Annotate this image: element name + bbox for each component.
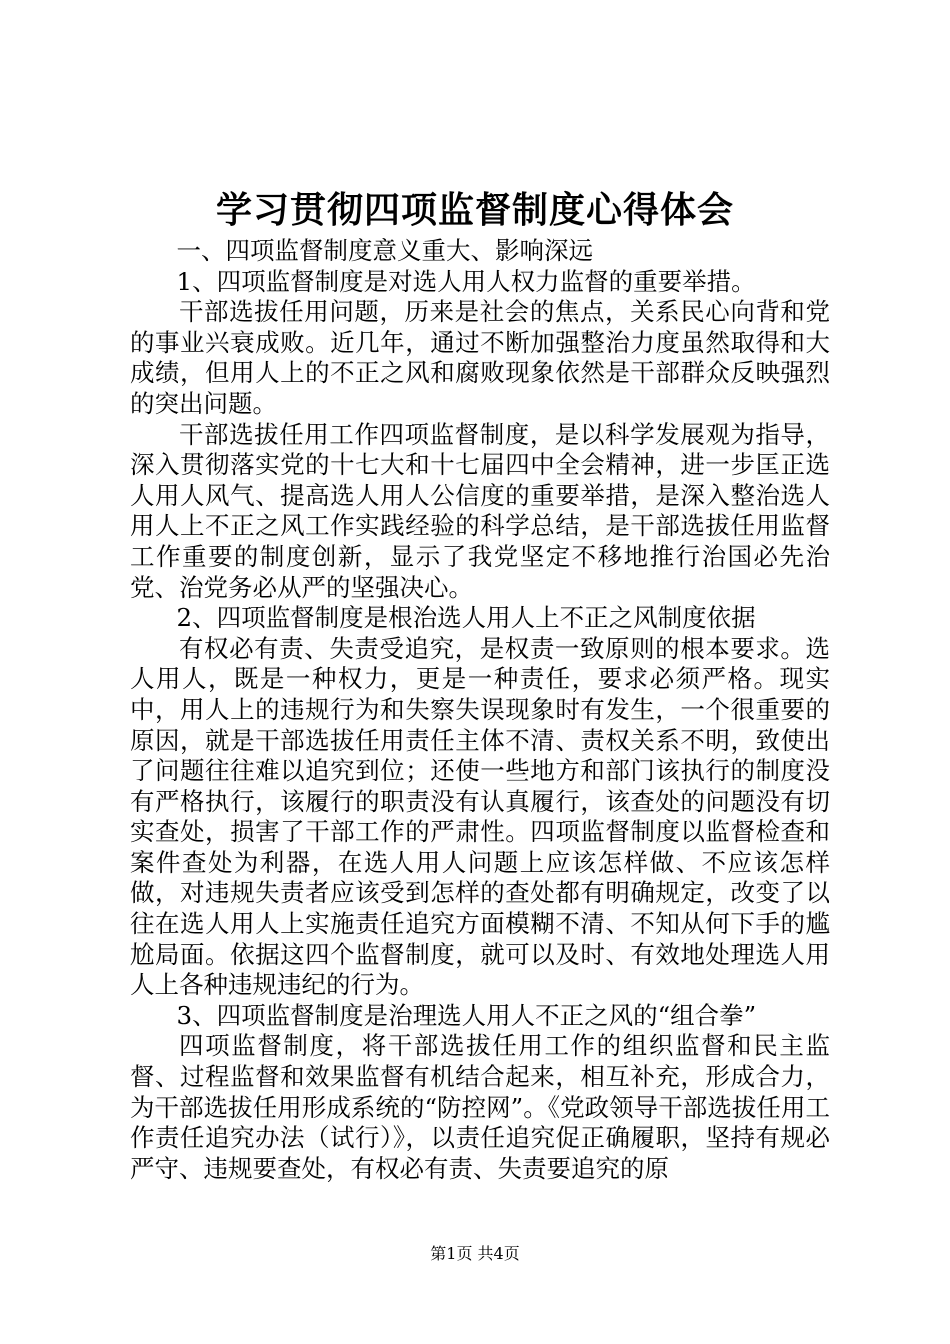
section-heading: 一、四项监督制度意义重大、影响深远 [176,236,594,265]
body-paragraph: 有权必有责、失责受追究，是权责一致原则的根本要求。选人用人，既是一种权力，更是一种责任，要求必须严格。现实中，用人上的违规行为和失察失误现象时有发生，一个很重要的原因，就是干部选拔任用责任主体不清、责权关系不明，致使出了问题往往难以追究到位；还使一些地方和部门该执行的制度没有严格执行，该履行的职责没有认真履行，该查处的问题没有切实查处，损害了干部工作的严肃性。四项监督制度以监督检查和案件查处为利器，在选人用人问题上应该怎样做、不应该怎样做，对违规失责者应该受到怎样的查处都有明确规定，改变了以往在选人用人上实施责任追究方面模糊不清、不知从何下手的尴尬局面。依据这四个监督制度，就可以及时、有效地处理选人用人上各种违规违纪的行为。 [130,633,830,1000]
page-footer: 第1页 共4页 [430,1244,520,1263]
body-paragraph: 干部选拔任用工作四项监督制度，是以科学发展观为指导，深入贯彻落实党的十七大和十七届四中全会精神，进一步匡正选人用人风气、提高选人用人公信度的重要举措，是深入整治选人用人上不正之风工作实践经验的科学总结，是干部选拔任用监督工作重要的制度创新，显示了我党坚定不移地推行治国必先治党、治党务必从严的坚强决心。 [130,419,830,602]
document-title: 学习贯彻四项监督制度心得体会 [215,189,734,231]
document-body [130,236,830,1184]
subsection-heading: 2、四项监督制度是根治选人用人上不正之风制度依据 [176,603,756,633]
subsection-heading: 3、四项监督制度是治理选人用人不正之风的“组合拳” [176,1000,757,1030]
body-paragraph: 四项监督制度，将干部选拔任用工作的组织监督和民主监督、过程监督和效果监督有机结合起来，相互补充，形成合力，为干部选拔任用形成系统的“防控网”。《党政领导干部选拔任用工作责任追究办法（试行）》，以责任追究促正确履职，坚持有规必严守、违规要查处，有权必有责、失责要追究的原 [130,1031,830,1183]
subsection-heading: 1、四项监督制度是对选人用人权力监督的重要举措。 [176,266,756,296]
body-paragraph: 干部选拔任用问题，历来是社会的焦点，关系民心向背和党的事业兴衰成败。近几年，通过不断加强整治力度虽然取得和大成绩，但用人上的不正之风和腐败现象依然是干部群众反映强烈的突出问题。 [130,297,830,418]
